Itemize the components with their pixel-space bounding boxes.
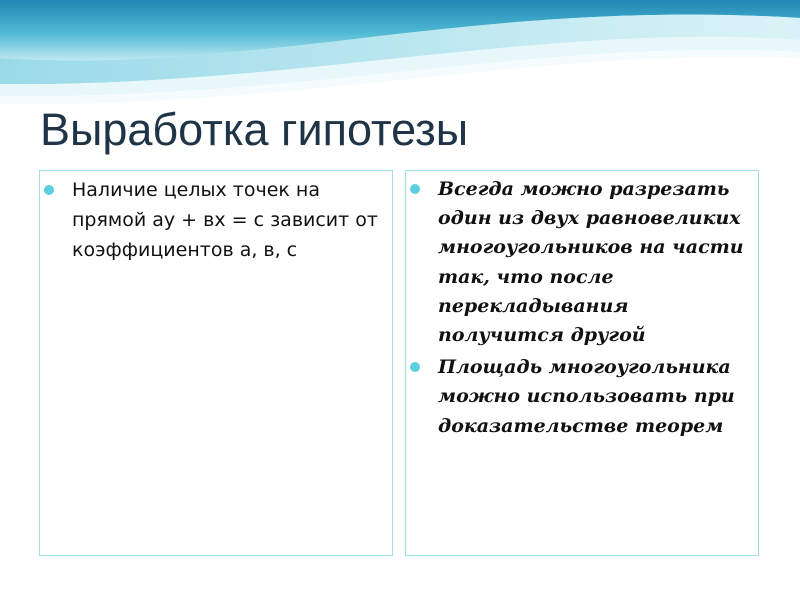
right-bullet-item: [406, 353, 752, 441]
circle-bullet-icon: [44, 185, 54, 195]
right-column-box: [405, 170, 759, 556]
left-bullet-text: Наличие целых точек на прямой ау + вх = с зависит от коэффициентов а, в, с: [72, 179, 378, 261]
right-bullet-text: Площадь многоугольника можно использовать при доказательстве теорем: [438, 356, 735, 437]
left-column-box: [39, 170, 393, 556]
wave-header: [0, 0, 800, 110]
circle-bullet-icon: [410, 184, 420, 194]
left-bullet-item: [40, 175, 384, 265]
right-bullet-item: [406, 175, 752, 350]
slide-title: Выработка гипотезы: [40, 104, 469, 155]
circle-bullet-icon: [410, 362, 420, 372]
right-bullet-text: Всегда можно разрезать один из двух равновеликих многоугольников на части так, что после перекладывания получится другой: [438, 178, 744, 347]
